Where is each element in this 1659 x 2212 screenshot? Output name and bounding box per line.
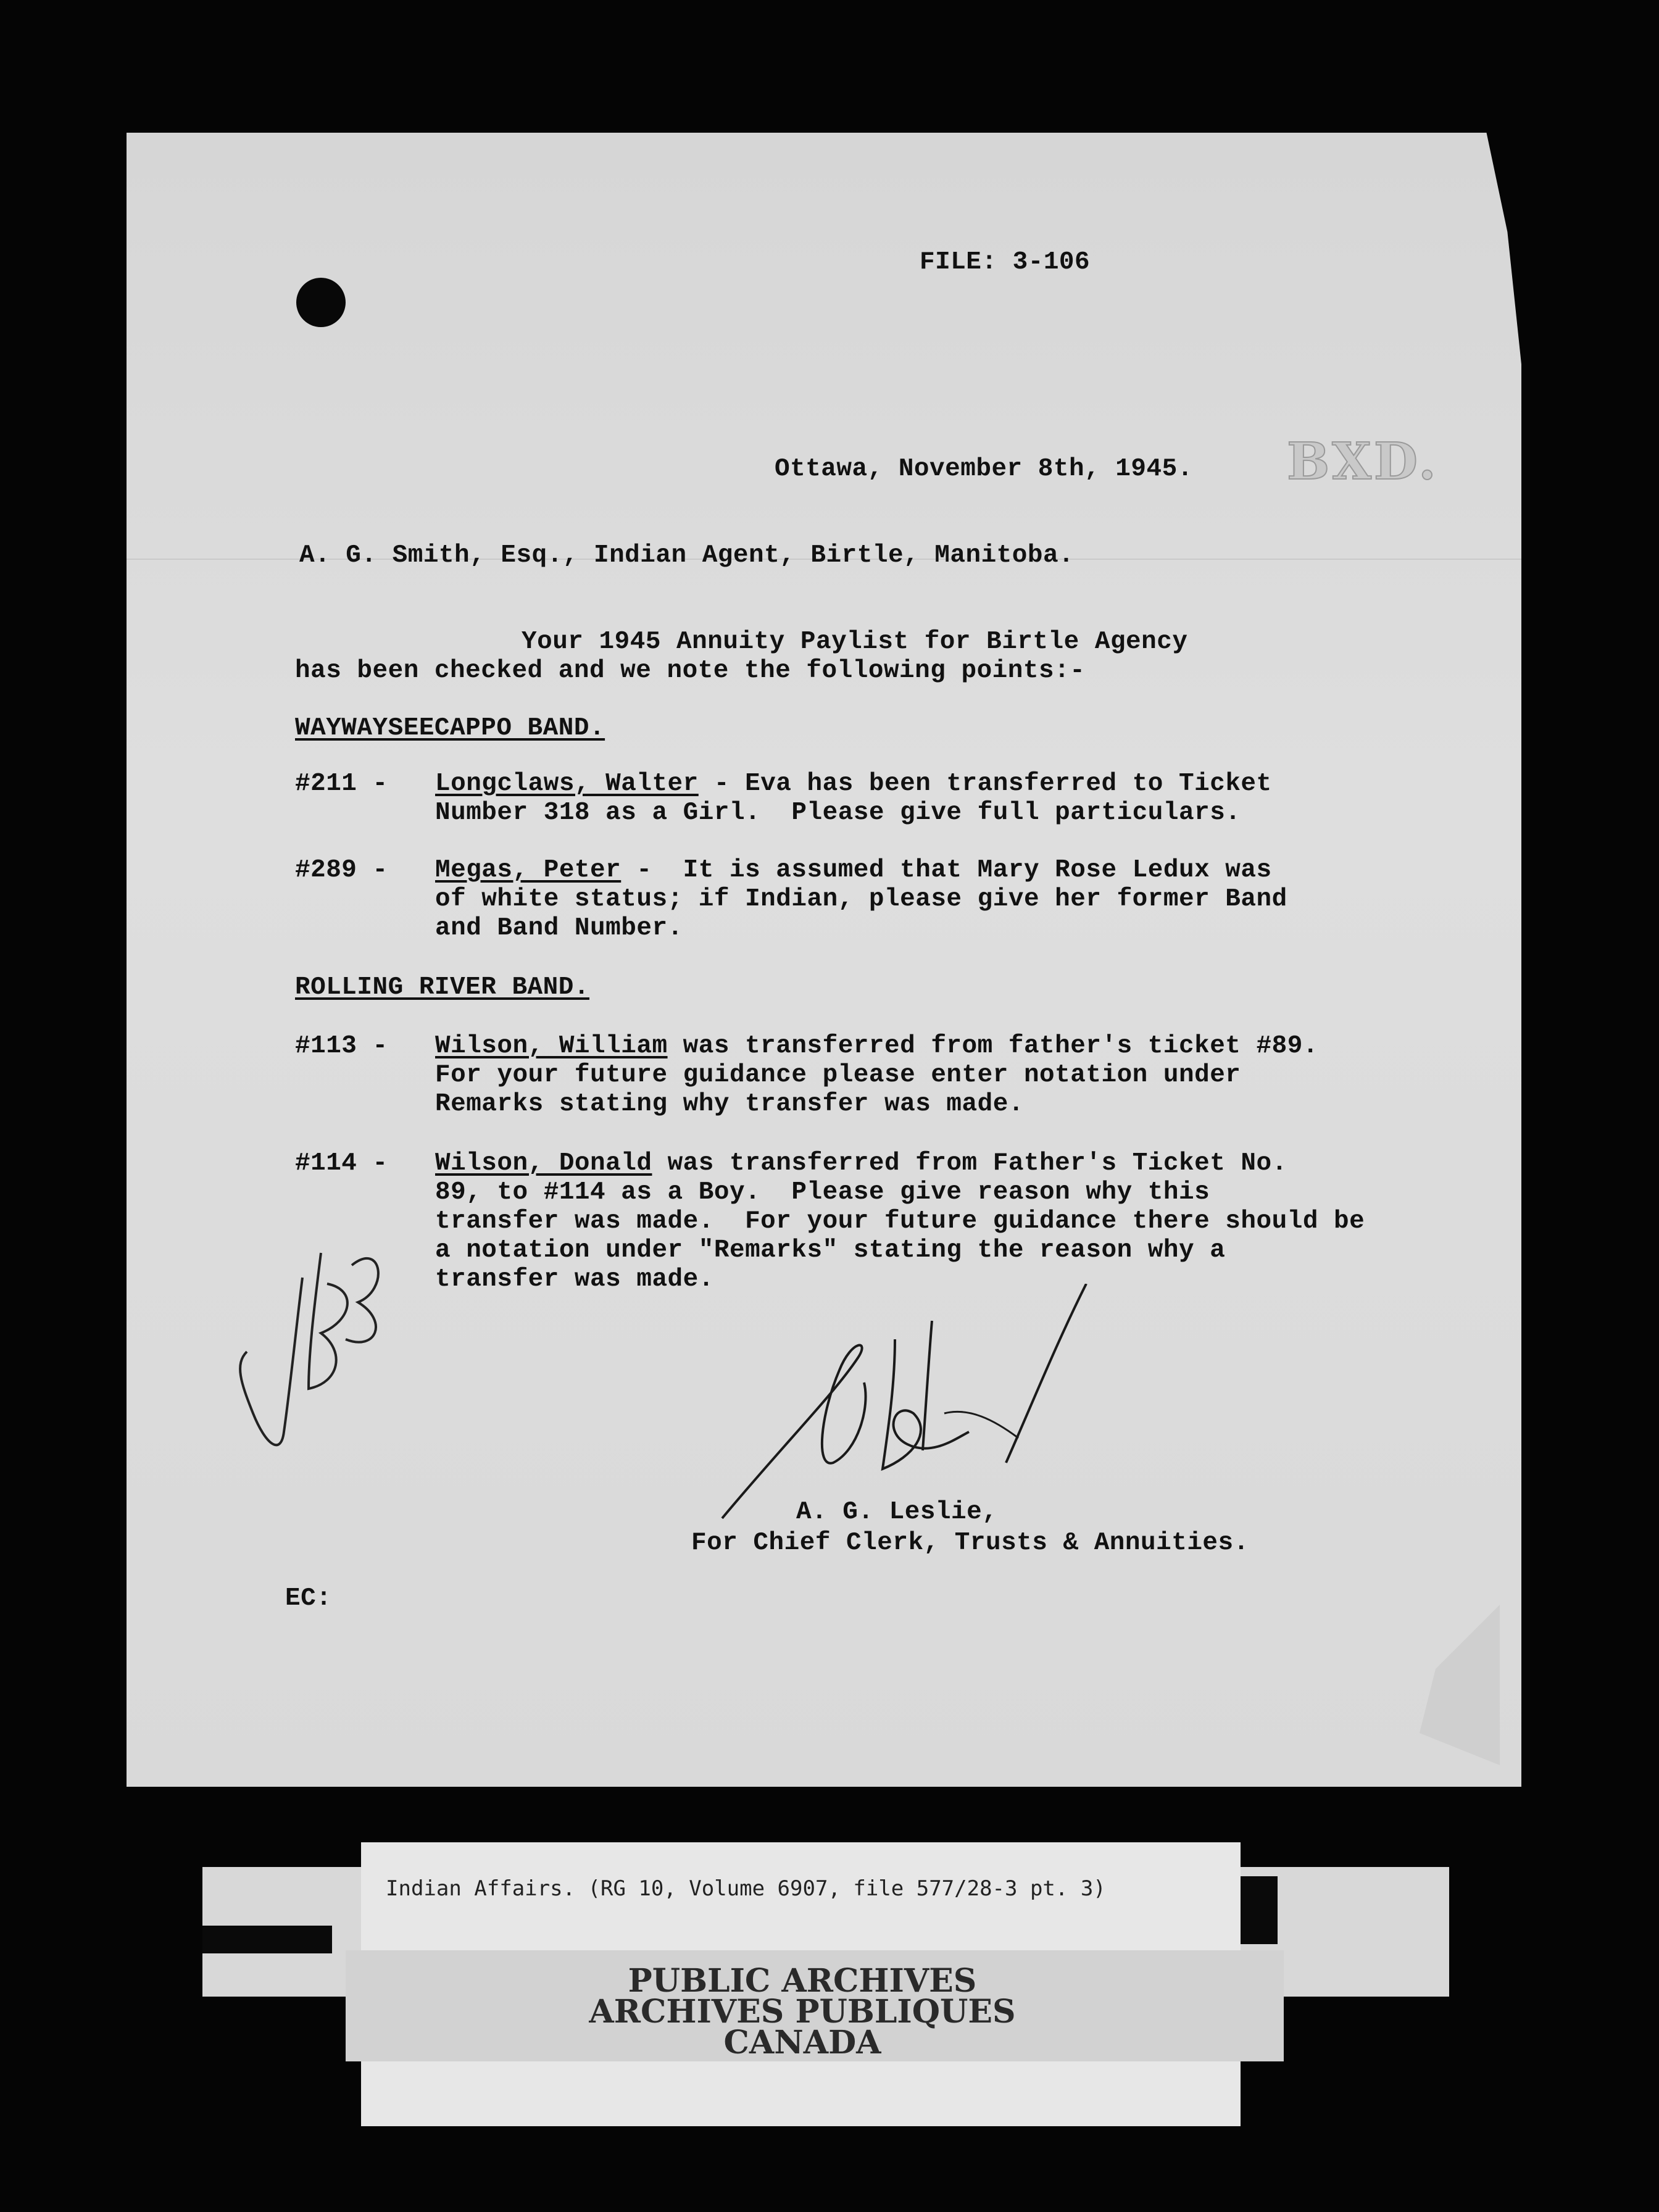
entry-line	[435, 1148, 1287, 1179]
entry-line: of white status; if Indian, please give her former Band	[435, 885, 1287, 913]
label-notch	[1241, 1876, 1278, 1944]
punch-hole	[296, 278, 346, 327]
entry-number: #113 -	[295, 1032, 388, 1060]
entry-name: Wilson, William	[435, 1032, 668, 1060]
entry-line: Remarks stating why transfer was made.	[435, 1090, 1024, 1118]
entry-line: Number 318 as a Girl. Please give full particulars.	[435, 799, 1241, 827]
archives-stamp	[555, 1962, 1049, 2061]
entry-line: For your future guidance please enter notation under	[435, 1061, 1241, 1089]
archive-reference: Indian Affairs. (RG 10, Volume 6907, file 577/28-3 pt. 3)	[386, 1876, 1106, 1901]
entry-name: Wilson, Donald	[435, 1149, 652, 1178]
archives-stamp-line: CANADA	[723, 2024, 881, 2061]
band-heading: ROLLING RIVER BAND.	[295, 973, 589, 1002]
entry-number: #211 -	[295, 770, 388, 798]
entry-line: a notation under "Remarks" stating the reason why a	[435, 1236, 1226, 1265]
entry-name: Megas, Peter	[435, 856, 622, 884]
signatory-title: For Chief Clerk, Trusts & Annuities.	[691, 1529, 1249, 1557]
cc-label: EC:	[285, 1584, 332, 1613]
band-heading: WAYWAYSEECAPPO BAND.	[295, 714, 605, 742]
label-notch	[202, 1926, 332, 1953]
signatory-name: A. G. Leslie,	[796, 1498, 998, 1526]
entry-line: transfer was made. For your future guidance there should be	[435, 1207, 1365, 1236]
handwritten-signature-icon	[710, 1284, 1111, 1531]
file-number: FILE: 3-106	[920, 248, 1091, 276]
intro-line-1: Your 1945 Annuity Paylist for Birtle Agency	[522, 628, 1188, 656]
entry-text: was transferred from Father's Ticket No.	[652, 1149, 1287, 1178]
entry-line: transfer was made.	[435, 1265, 714, 1294]
entry-number: #114 -	[295, 1149, 388, 1178]
intro-line-2: has been checked and we note the following points:-	[295, 657, 1086, 685]
entry-line: 89, to #114 as a Boy. Please give reason why this	[435, 1178, 1210, 1207]
entry-line	[435, 855, 1272, 886]
entry-line	[435, 768, 1272, 799]
entry-line	[435, 1031, 1318, 1062]
entry-text: - Eva has been transferred to Ticket	[698, 770, 1272, 798]
handwritten-initials-icon	[228, 1228, 395, 1463]
entry-number: #289 -	[295, 856, 388, 884]
entry-text: was transferred from father's ticket #89.	[667, 1032, 1318, 1060]
addressee-line: A. G. Smith, Esq., Indian Agent, Birtle, Manitoba.	[299, 541, 1075, 570]
entry-line: and Band Number.	[435, 914, 683, 942]
archives-stamp-line: ARCHIVES PUBLIQUES	[589, 1993, 1016, 2031]
received-stamp: BXD.	[1287, 432, 1439, 491]
archives-stamp-line: PUBLIC ARCHIVES	[628, 1962, 977, 2000]
entry-text: - It is assumed that Mary Rose Ledux was	[621, 856, 1272, 884]
date-line: Ottawa, November 8th, 1945.	[775, 455, 1193, 483]
entry-name: Longclaws, Walter	[435, 770, 699, 798]
